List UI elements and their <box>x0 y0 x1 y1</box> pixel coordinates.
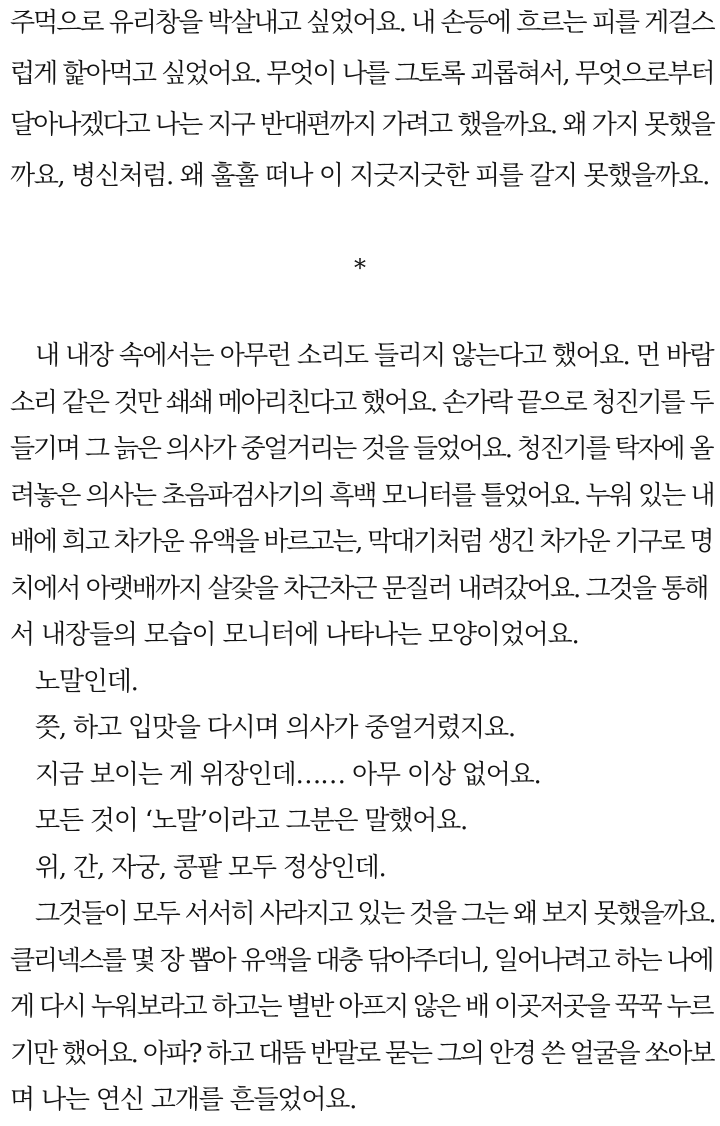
text-line: 려놓은 의사는 초음파검사기의 흑백 모니터를 틀었어요. 누워 있는 내 <box>10 481 714 511</box>
text-line: 서 내장들의 모습이 모니터에 나타나는 모양이었어요. <box>10 620 579 650</box>
text-line: 쯧, 하고 입맛을 다시며 의사가 중얼거렸지요. <box>35 713 515 743</box>
text-line: 기만 했어요. 아파? 하고 대뜸 반말로 묻는 그의 안경 쓴 얼굴을 쏘아보 <box>10 1039 714 1069</box>
text-line: 지금 보이는 게 위장인데…… 아무 이상 없어요. <box>35 760 541 790</box>
text-line: 달아나겠다고 나는 지구 반대편까지 가려고 했을까요. 왜 가지 못했을 <box>10 110 714 140</box>
text-line: 위, 간, 자궁, 콩팥 모두 정상인데. <box>35 853 386 883</box>
section-separator: * <box>354 254 366 282</box>
text-line: 주먹으로 유리창을 박살내고 싶었어요. 내 손등에 흐르는 피를 게걸스 <box>10 8 714 38</box>
text-line: 클리넥스를 몇 장 뽑아 유액을 대충 닦아주더니, 일어나려고 하는 나에 <box>10 946 713 976</box>
text-line: 며 나는 연신 고개를 흔들었어요. <box>10 1085 357 1115</box>
text-line: 게 다시 누워보라고 하고는 별반 아프지 않은 배 이곳저곳을 꾹꾹 누르 <box>10 992 713 1022</box>
text-line: 배에 희고 차가운 유액을 바르고는, 막대기처럼 생긴 차가운 기구로 명 <box>10 527 713 557</box>
text-line: 모든 것이 ‘노말’이라고 그분은 말했어요. <box>35 806 468 836</box>
text-line: 까요, 병신처럼. 왜 훌훌 떠나 이 지긋지긋한 피를 갈지 못했을까요. <box>10 161 709 191</box>
text-line: 노말인데. <box>35 667 138 697</box>
text-line: 그것들이 모두 서서히 사라지고 있는 것을 그는 왜 보지 못했을까요. <box>35 899 715 929</box>
text-line: 럽게 핥아먹고 싶었어요. 무엇이 나를 그토록 괴롭혀서, 무엇으로부터 <box>10 59 714 89</box>
text-line: 내 내장 속에서는 아무런 소리도 들리지 않는다고 했어요. 먼 바람 <box>35 341 714 371</box>
text-line: 소리 같은 것만 쇄쇄 메아리친다고 했어요. 손가락 끝으로 청진기를 두 <box>10 388 713 418</box>
text-line: 치에서 아랫배까지 살갗을 차근차근 문질러 내려갔어요. 그것을 통해 <box>10 574 708 604</box>
text-line: 들기며 그 늙은 의사가 중얼거리는 것을 들었어요. 청진기를 탁자에 올 <box>10 434 713 464</box>
